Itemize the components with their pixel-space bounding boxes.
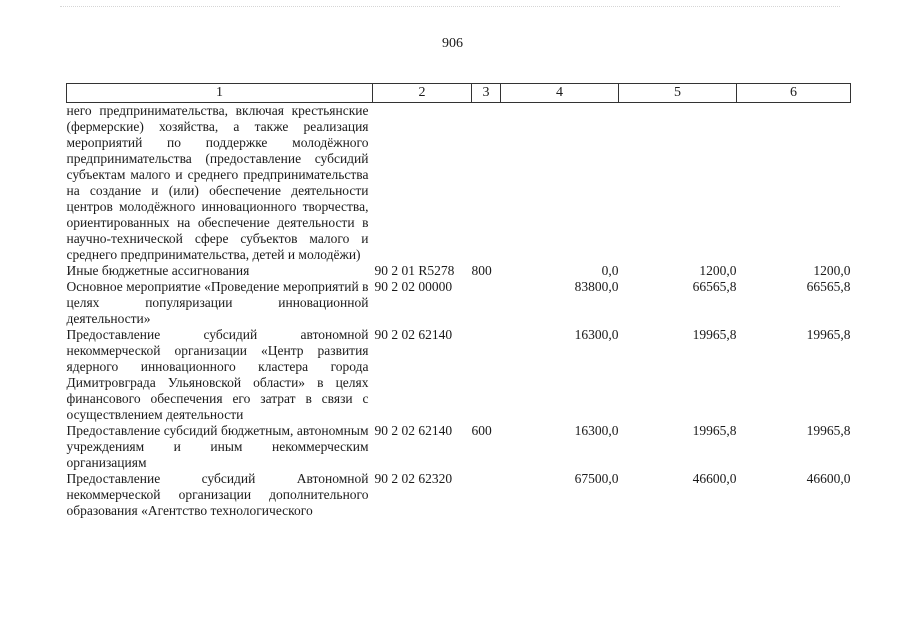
row-expense-type: [472, 327, 501, 423]
column-header-2: 2: [373, 84, 472, 103]
row-value-col5: 1200,0: [699, 263, 737, 278]
row-description: Предоставление субсидий автономной некоммерческой организации «Центр развития ядерного инновационного кластера города Димитровграда Ульяновской области» в целях финансового обеспечения его затрат в связи с осуществлением деятельности: [66, 327, 369, 422]
table-header-row: [67, 84, 851, 103]
table-row: [67, 471, 851, 519]
row-value-col5: 66565,8: [692, 279, 737, 294]
row-expense-type: [472, 103, 501, 264]
column-header-1: 1: [67, 84, 373, 103]
row-value-col4: 16300,0: [574, 423, 619, 438]
table-row: [67, 103, 851, 264]
row-expense-type: [472, 471, 501, 519]
row-target-code: 90 2 02 62320: [374, 471, 453, 486]
row-description: Предоставление субсидий Автономной некоммерческой организации дополнительного образования «Агентство технологического: [66, 471, 369, 518]
row-value-col5: 19965,8: [692, 327, 737, 342]
row-value-col4: 0,0: [601, 263, 619, 278]
column-header-5: 5: [619, 84, 737, 103]
row-value-col4: 16300,0: [574, 327, 619, 342]
row-value-col4: 83800,0: [574, 279, 619, 294]
row-value-col6: 66565,8: [806, 279, 851, 294]
page-number: 906: [442, 36, 463, 51]
row-target-code: 90 2 02 62140: [374, 423, 453, 438]
table-row: [67, 263, 851, 279]
row-value-col5: 46600,0: [692, 471, 737, 486]
row-description: Иные бюджетные ассигнования: [66, 263, 250, 278]
row-value-col6: 19965,8: [806, 327, 851, 342]
scan-artifact: [60, 6, 840, 8]
row-value-col4: [501, 103, 619, 264]
table-row: [67, 279, 851, 327]
row-description: Предоставление субсидий бюджетным, автономным учреждениям и иным некоммерческим организациям: [66, 423, 369, 470]
table-row: [67, 327, 851, 423]
column-header-3: 3: [472, 84, 501, 103]
column-header-6: 6: [737, 84, 851, 103]
column-header-4: 4: [501, 84, 619, 103]
row-expense-type: [472, 279, 501, 327]
row-value-col6: 1200,0: [813, 263, 851, 278]
row-target-code: 90 2 02 00000: [374, 279, 453, 294]
row-value-col6: 46600,0: [806, 471, 851, 486]
row-value-col5: 19965,8: [692, 423, 737, 438]
row-expense-type: 600: [471, 423, 492, 438]
row-target-code: [373, 103, 472, 264]
row-description: него предпринимательства, включая крестьянские (фермерские) хозяйства, а также реализация мероприятий по поддержке молодёжного предпринимательства (предоставление субсидий субъектам малого и среднего предпринимательства на создание и (или) обеспечение деятельности центров молодёжного инновационного творчества, ориентированных на обеспечение деятельности в научно-технической сфере субъектов малого и среднего предпринимательства, детей и молодёжи): [66, 103, 369, 262]
row-value-col6: 19965,8: [806, 423, 851, 438]
row-target-code: 90 2 01 R5278: [374, 263, 455, 278]
budget-table: [66, 83, 851, 519]
row-expense-type: 800: [471, 263, 492, 278]
table-row: [67, 423, 851, 471]
row-value-col6: [737, 103, 851, 264]
row-value-col5: [619, 103, 737, 264]
row-value-col4: 67500,0: [574, 471, 619, 486]
row-target-code: 90 2 02 62140: [374, 327, 453, 342]
row-description: Основное мероприятие «Проведение мероприятий в целях популяризации инновационной деятельности»: [66, 279, 369, 326]
